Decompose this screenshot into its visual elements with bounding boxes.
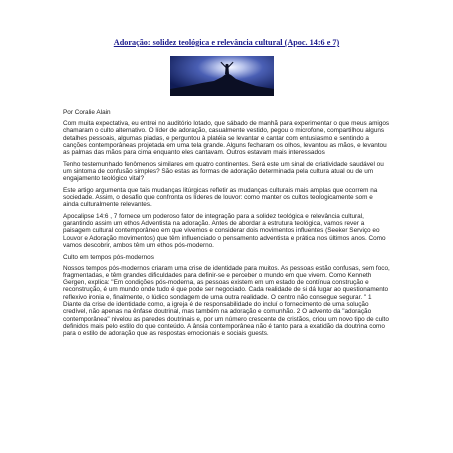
article-title-link[interactable]: Adoração: solidez teológica e relevância cultural (Apoc. 14:6 e 7) xyxy=(113,38,340,47)
author-byline: Por Coralie Alain xyxy=(63,109,111,116)
paragraph-argument: Este artigo argumenta que tais mudanças litúrgicas refletir as mudanças culturais mais amplas que ocorrem na sociedade. Assim, o desafio que confronta os líderes de louvor: como manter os cultos teologicamente som e ainda culturalmente relevantes. xyxy=(63,186,378,209)
paragraph-intro: Com muita expectativa, eu entrei no auditório lotado, que sábado de manhã para experimentar o que meus amigos chamaram o culto alternativo. O líder de adoração, casualmente vestido, pegou o microfone, compartilhou alguns detalhes pessoais, algumas piadas, e perguntou à platéia se levantar e cantar com entusiasmo e sentindo a canções contemporâneas projetada em uma tela grande. Alguns fecharam os olhos, levantou as mãos, e levantou as palmas das mãos para cima enquanto eles cantavam. Outros estavam mais interessados xyxy=(63,120,390,157)
paragraph-phenomena: Tenho testemunhado fenômenos similares em quatro continentes. Será este um sinal de criatividade saudável ou um sintoma de confusão simples? São estas as formas de adoração determinada pela cultura atual ou de um engajamento teológico vital? xyxy=(63,160,384,183)
hero-image-worship-silhouette xyxy=(170,56,274,96)
paragraph-postmodern-times: Nossos tempos pós-modernos criaram uma crise de identidade para muitos. As pessoas estão confusas, sem foco, fragmentadas, e têm grandes dificuldades para definir-se e perceber o mundo em que vivem. Como Kenneth Gergen, explica: "Em condições pós-moderna, as pessoas existem em um estado de contínua construção e reconstrução, é um mundo onde tudo é que pode ser negociado. Cada realidade de si dá lugar ao questionamento reflexivo ironia e, finalmente, o lúdico sondagem de uma outra realidade. O centro não consegue segurar. " 1 Diante da crise de identidade como, a igreja é de responsabilidade do incluí o fornecimento de uma solução credível, não apenas na ênfase doutrinal, mas também na adoração e comunhão. 2 O advento da "adoração contemporânea" nivelou as paredes doutrinais e, por um número crescente de cristãos, criou um novo tipo de culto definidos mais pelo estilo do que conteúdo. A ânsia contemporânea não é tanto para a exatidão da doutrina como para o estilo de adoração que as respostas emocionais e sociais guests. xyxy=(63,264,390,338)
section-heading-postmodern: Culto em tempos pós-modernos xyxy=(63,253,154,261)
paragraph-apocalypse: Apocalipse 14:6 , 7 fornece um poderoso fator de integração para a solidez teológica e relevância cultural, garantindo assim um ethos Adventista na adoração. Antes de abordar a estrutura teológica, vamos rever a paisagem cultural contemporâneo em que vivemos e considerar dois movimentos influentes (Seeker Serviço eo Louvor e Adoração movimentos) que têm influenciado o pensamento adventista e prática nos últimos anos. Como vamos descobrir, ambos têm um ethos pós-moderno. xyxy=(63,212,386,250)
worship-silhouette-image xyxy=(170,56,274,96)
article-body xyxy=(63,120,390,342)
